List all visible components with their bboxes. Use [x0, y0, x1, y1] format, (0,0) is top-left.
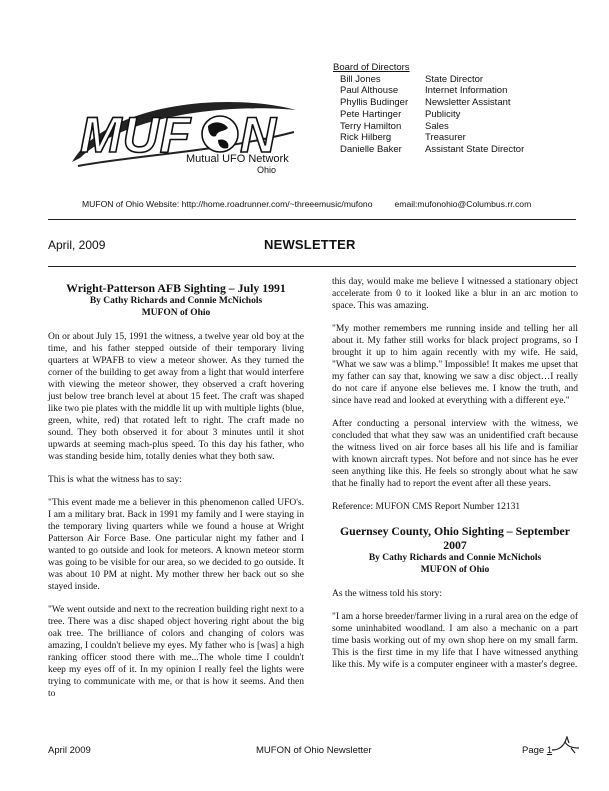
footer-page — [522, 745, 552, 756]
article-paragraph: "This event made me a believer in this phenomenon called UFO's. I am a military brat. Back in 1991 my family and I were staying in the temporary living quarters while we found a house at Wright Patterson Air Force Base. One particular night my father and I wanted to go outside and look for meteors. A known meteor storm was going to be visible for our area, so we decided to go outside. It was about 10 PM at night. My mother threw her back out so she stayed inside. — [48, 498, 304, 592]
column-right — [332, 276, 578, 682]
member-name: Danielle Baker — [340, 143, 402, 155]
board-member — [333, 121, 524, 133]
article-org: MUFON of Ohio — [141, 308, 211, 318]
member-role: State Director — [425, 73, 484, 85]
member-name: Phyllis Budinger — [340, 97, 409, 109]
article-byline: By Cathy Richards and Connie McNichols — [368, 553, 542, 563]
member-role: Treasurer — [425, 132, 466, 144]
page-label: Page — [522, 745, 545, 756]
footer-title: MUFON of Ohio Newsletter — [256, 745, 372, 756]
contact-line — [82, 199, 531, 209]
board-member — [333, 85, 524, 97]
board-title: Board of Directors — [333, 62, 410, 73]
member-name: Paul Althouse — [340, 85, 399, 97]
article-title: Guernsey County, Ohio Sighting – September 2007 — [339, 524, 571, 552]
board-member — [333, 97, 524, 109]
article-byline: By Cathy Richards and Connie McNichols — [89, 296, 263, 306]
member-name: Terry Hamilton — [340, 120, 402, 132]
header-divider — [48, 219, 576, 220]
logo-subtitle: Mutual UFO Network — [186, 153, 289, 165]
board-of-directors — [333, 62, 524, 156]
website-link[interactable]: MUFON of Ohio Website: http://home.roadrunner.com/~threeemusic/mufono — [82, 199, 373, 209]
member-role: Sales — [425, 120, 449, 132]
issue-date: April, 2009 — [48, 238, 106, 252]
article-paragraph: "My mother remembers me running inside and telling her all about it. My father still works for black project programs, so I brought it up to him again recently with my wife. He said, "What we saw was a blimp." Impossible! It makes me upset that my father can say that, knowing we saw a disc object…I really do not care if anyone else believes me. I know the truth, and since have read and looked at everything with a different eye." — [332, 324, 578, 406]
article-paragraph: As the witness told his story: — [332, 589, 443, 599]
member-name: Pete Hartinger — [340, 108, 402, 120]
member-role: Internet Information — [425, 85, 508, 97]
logo-region: Ohio — [257, 165, 277, 175]
member-name: Rick Hilberg — [340, 132, 392, 144]
board-member — [333, 132, 524, 144]
article-paragraph: this day, would make me believe I witnessed a stationary object accelerate from 0 to it looked like a blur in an arc motion to space. This was amazing. — [332, 277, 578, 311]
article-paragraph: "I am a horse breeder/farmer living in a rural area on the edge of some uninhabited woodland. I am also a mechanic on a part time basis working out of my own shop here on my small farm. This is the first time in my life that I have witnessed anything like this. My wife is a computer engineer with a master's degree. — [332, 612, 578, 670]
article-reference: Reference: MUFON CMS Report Number 12131 — [332, 502, 521, 512]
newsletter-title: NEWSLETTER — [264, 237, 356, 252]
member-role: Newsletter Assistant — [425, 97, 511, 109]
svg-text:N: N — [240, 107, 277, 163]
board-member — [333, 74, 524, 86]
member-name: Bill Jones — [340, 73, 381, 85]
board-member — [333, 109, 524, 121]
title-divider — [48, 266, 576, 267]
article-paragraph: "We went outside and next to the recreation building right next to a tree. There was a disc shaped object hovering right about the big oak tree. The brilliance of colors and changing of colors was amazing, I couldn't believe my eyes. My father who is [was] a high ranking officer stood there with me...The whole time I couldn't keep my eyes off of it. In my opinion I really feel the lights were trying to communicate with me, or that is how it seems. And then to — [48, 605, 304, 699]
board-member — [333, 144, 524, 156]
member-role: Assistant State Director — [425, 143, 525, 155]
email-link[interactable]: email:mufonohio@Columbus.rr.com — [394, 199, 532, 209]
article-paragraph: This is what the witness has to say: — [48, 475, 182, 485]
footer-date: April 2009 — [48, 745, 91, 756]
page-number: 1 — [546, 745, 553, 756]
svg-text:MUF: MUF — [80, 107, 192, 163]
article-paragraph: After conducting a personal interview with the witness, we concluded that what they saw was an unidentified craft because the witness lived on air force bases all his life and is familiar with known aircraft types. Not before and not since has he ever seen anything like this. He feels so strongly about what he saw that he finally had to report the event after all these years. — [332, 419, 578, 489]
article-title: Wright-Patterson AFB Sighting – July 1991 — [66, 281, 286, 295]
article-org: MUFON of Ohio — [420, 565, 490, 575]
article-paragraph: On or about July 15, 1991 the witness, a twelve year old boy at the time, and his father stepped outside of their temporary living quarters at WPAFB to view a meteor shower. As they turned the corner of the building to get away from a light that would interfere with viewing the meteor shower, they observed a craft hovering just below tree branch level at about 15 feet. The craft was shaped like two pie plates with the middle lit up with multiple lights (blue, green, white, red) that rotated left to right. The craft made no sound. They both observed it for about 3 minutes until it shot upwards at seeming mach-plus speed. To this day his father, who was standing beside him, totally denies what they both saw. — [48, 332, 304, 462]
member-role: Publicity — [425, 108, 461, 120]
bird-icon — [551, 736, 581, 754]
column-left — [48, 281, 304, 711]
